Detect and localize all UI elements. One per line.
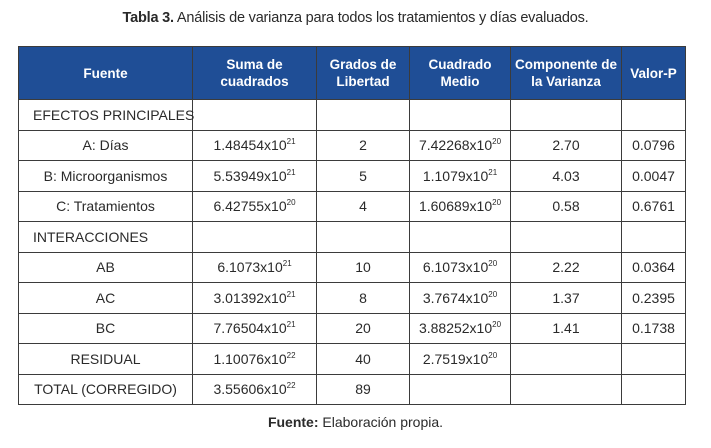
header-grados-libertad: Grados de Libertad	[317, 47, 410, 100]
cell-componente-varianza	[511, 374, 622, 405]
table-source	[0, 414, 711, 430]
cell-valor-p	[622, 374, 686, 405]
cell-grados-libertad: 20	[317, 313, 410, 344]
cell-fuente: INTERACCIONES	[19, 222, 193, 253]
cell-grados-libertad: 89	[317, 374, 410, 405]
cell-suma-cuadrados-exponent: 21	[286, 137, 296, 147]
cell-fuente: EFECTOS PRINCIPALES	[19, 100, 193, 131]
cell-cuadrado-medio	[410, 313, 511, 344]
section-row	[19, 100, 686, 131]
cell-suma-cuadrados	[193, 130, 317, 161]
cell-suma-cuadrados	[193, 252, 317, 283]
source-label: Fuente:	[267, 414, 319, 430]
header-fuente: Fuente	[19, 47, 193, 100]
cell-cuadrado-medio-exponent: 20	[488, 259, 498, 269]
cell-suma-cuadrados-mantissa: 6.42755x10	[213, 198, 287, 215]
cell-grados-libertad	[317, 100, 410, 131]
cell-componente-varianza: 2.22	[511, 252, 622, 283]
cell-cuadrado-medio-exponent: 20	[492, 198, 502, 208]
cell-cuadrado-medio-mantissa: 3.88252x10	[418, 320, 493, 337]
cell-valor-p: 0.0047	[622, 161, 686, 192]
cell-suma-cuadrados-exponent: 22	[286, 381, 296, 391]
cell-suma-cuadrados-mantissa: 1.10076x10	[213, 350, 287, 367]
cell-grados-libertad: 5	[317, 161, 410, 192]
table-row	[19, 313, 686, 344]
cell-suma-cuadrados	[193, 313, 317, 344]
caption-label: Tabla 3.	[122, 10, 174, 26]
cell-valor-p	[622, 100, 686, 131]
section-row	[19, 222, 686, 253]
cell-fuente: RESIDUAL	[19, 344, 193, 375]
cell-suma-cuadrados-exponent: 21	[286, 167, 296, 177]
cell-cuadrado-medio	[410, 252, 511, 283]
cell-suma-cuadrados	[193, 100, 317, 131]
cell-valor-p	[622, 344, 686, 375]
cell-componente-varianza	[511, 222, 622, 253]
cell-grados-libertad: 8	[317, 283, 410, 314]
header-suma-cuadrados: Suma de cuadrados	[193, 47, 317, 100]
cell-suma-cuadrados	[193, 222, 317, 253]
cell-suma-cuadrados	[193, 374, 317, 405]
cell-grados-libertad: 4	[317, 191, 410, 222]
cell-cuadrado-medio	[410, 344, 511, 375]
cell-cuadrado-medio-mantissa: 1.1079x10	[422, 167, 489, 184]
cell-componente-varianza	[511, 344, 622, 375]
header-valor-p: Valor-P	[622, 47, 686, 100]
cell-suma-cuadrados-mantissa: 6.1073x10	[217, 259, 283, 276]
cell-cuadrado-medio	[410, 283, 511, 314]
header-cuadrado-medio: Cuadrado Medio	[410, 47, 511, 100]
cell-fuente: BC	[19, 313, 193, 344]
cell-grados-libertad: 10	[317, 252, 410, 283]
cell-grados-libertad: 40	[317, 344, 410, 375]
cell-cuadrado-medio-mantissa: 3.7674x10	[422, 289, 489, 306]
table-row	[19, 283, 686, 314]
cell-valor-p: 0.6761	[622, 191, 686, 222]
cell-cuadrado-medio-mantissa: 2.7519x10	[422, 350, 489, 367]
header-row	[19, 47, 686, 100]
table-row	[19, 252, 686, 283]
cell-suma-cuadrados-exponent: 21	[286, 320, 296, 330]
cell-cuadrado-medio-mantissa: 6.1073x10	[422, 259, 489, 276]
cell-fuente: AB	[19, 252, 193, 283]
cell-valor-p: 0.2395	[622, 283, 686, 314]
cell-cuadrado-medio-mantissa: 7.42268x10	[418, 137, 493, 154]
table-row	[19, 161, 686, 192]
cell-cuadrado-medio-exponent: 20	[488, 350, 498, 360]
cell-suma-cuadrados-mantissa: 7.76504x10	[213, 320, 287, 337]
cell-fuente: B: Microorganismos	[19, 161, 193, 192]
cell-suma-cuadrados-mantissa: 3.55606x10	[213, 381, 287, 398]
cell-fuente: TOTAL (CORREGIDO)	[19, 374, 193, 405]
cell-cuadrado-medio	[410, 161, 511, 192]
cell-grados-libertad	[317, 222, 410, 253]
cell-cuadrado-medio-exponent: 20	[492, 320, 502, 330]
table-row	[19, 191, 686, 222]
cell-cuadrado-medio-exponent: 20	[488, 289, 498, 299]
cell-suma-cuadrados-mantissa: 5.53949x10	[213, 167, 287, 184]
cell-grados-libertad: 2	[317, 130, 410, 161]
cell-suma-cuadrados-exponent: 20	[286, 198, 296, 208]
cell-componente-varianza: 0.58	[511, 191, 622, 222]
cell-cuadrado-medio	[410, 100, 511, 131]
cell-fuente: C: Tratamientos	[19, 191, 193, 222]
cell-fuente: A: Días	[19, 130, 193, 161]
cell-suma-cuadrados	[193, 161, 317, 192]
cell-componente-varianza: 1.41	[511, 313, 622, 344]
caption-text: Análisis de varianza para todos los tratamientos y días evaluados.	[176, 10, 589, 26]
table-row	[19, 344, 686, 375]
cell-cuadrado-medio-mantissa: 1.60689x10	[418, 198, 493, 215]
cell-suma-cuadrados-mantissa: 3.01392x10	[213, 289, 287, 306]
cell-suma-cuadrados-exponent: 21	[282, 259, 292, 269]
table-row	[19, 374, 686, 405]
cell-suma-cuadrados	[193, 344, 317, 375]
anova-table	[18, 46, 686, 405]
cell-suma-cuadrados	[193, 283, 317, 314]
source-text: Elaboración propia.	[322, 414, 444, 430]
cell-componente-varianza: 4.03	[511, 161, 622, 192]
cell-cuadrado-medio	[410, 374, 511, 405]
cell-suma-cuadrados-exponent: 21	[286, 289, 296, 299]
cell-componente-varianza: 1.37	[511, 283, 622, 314]
cell-valor-p: 0.0364	[622, 252, 686, 283]
cell-cuadrado-medio-exponent: 21	[488, 167, 498, 177]
table-caption	[0, 10, 711, 26]
cell-suma-cuadrados	[193, 191, 317, 222]
cell-valor-p: 0.1738	[622, 313, 686, 344]
cell-valor-p	[622, 222, 686, 253]
cell-cuadrado-medio-exponent: 20	[492, 137, 502, 147]
cell-cuadrado-medio	[410, 222, 511, 253]
cell-fuente: AC	[19, 283, 193, 314]
cell-componente-varianza	[511, 100, 622, 131]
cell-cuadrado-medio	[410, 191, 511, 222]
cell-suma-cuadrados-mantissa: 1.48454x10	[213, 137, 287, 154]
table-row	[19, 130, 686, 161]
header-componente-varianza: Componente de la Varianza	[511, 47, 622, 100]
cell-cuadrado-medio	[410, 130, 511, 161]
cell-valor-p: 0.0796	[622, 130, 686, 161]
cell-componente-varianza: 2.70	[511, 130, 622, 161]
cell-suma-cuadrados-exponent: 22	[286, 350, 296, 360]
